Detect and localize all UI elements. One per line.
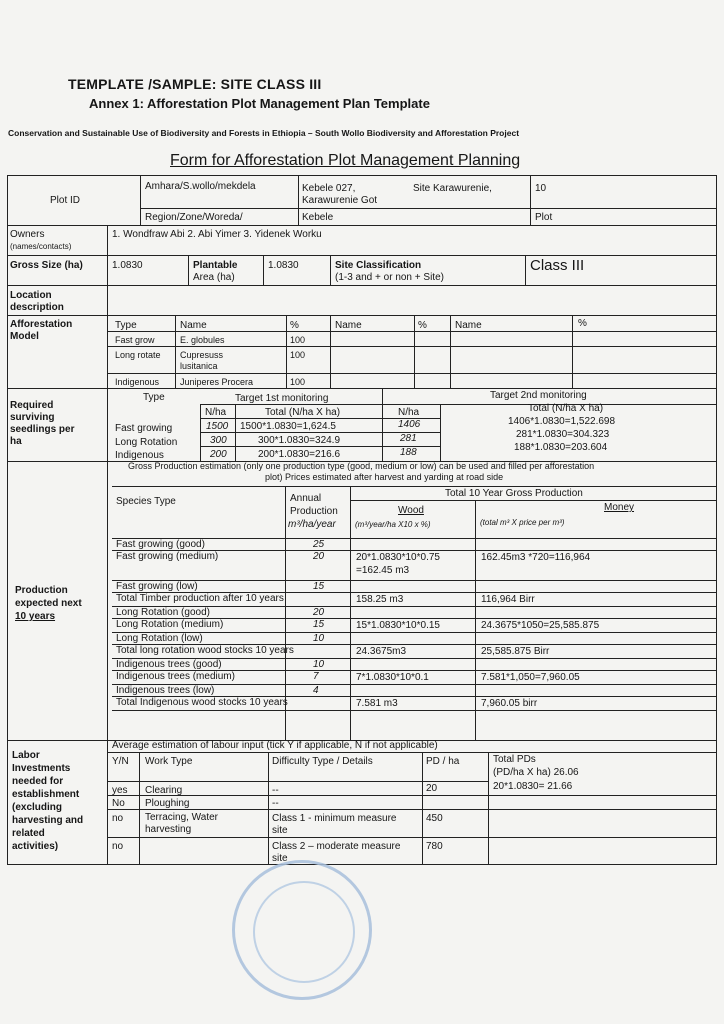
labor-header-difficulty: Difficulty Type / Details <box>272 756 373 767</box>
wood-header: Wood <box>398 505 424 516</box>
owners-value: 1. Wondfraw Abi 2. Abi Yimer 3. Yidenek Worku <box>112 229 322 240</box>
annual-header: Annual <box>290 493 322 504</box>
production-annual: 10 <box>313 659 325 670</box>
production-species: Long Rotation (good) <box>116 607 210 618</box>
production-money: 25,585.875 Birr <box>481 646 550 657</box>
seedlings-row-n1: 300 <box>210 435 227 446</box>
labor-row-difficulty-2: site <box>272 853 288 864</box>
seedlings-label-2: surviving <box>10 412 55 423</box>
model-row-type: Long rotate <box>115 350 161 360</box>
production-money: 7,960.05 birr <box>481 698 538 709</box>
seedlings-row-t2: 188*1.0830=203.604 <box>514 442 608 453</box>
total-1-header: Total (N/ha X ha) <box>265 407 341 418</box>
plantable-value: 1.0830 <box>268 260 299 271</box>
site-value: Site Karawurenie, <box>413 183 492 194</box>
seedlings-type-header: Type <box>143 392 165 403</box>
site-class-label: Site Classification <box>335 260 422 271</box>
production-wood: 7*1.0830*10*0.1 <box>356 672 429 683</box>
money-header: Money <box>604 502 635 513</box>
total-production-header: Total 10 Year Gross Production <box>445 488 583 499</box>
project-name: Conservation and Sustainable Use of Biodiversity and Forests in Ethiopia – South Wollo Biodiversity and Afforestation Project <box>8 128 520 138</box>
production-total-label: Total long rotation wood stocks 10 years <box>116 645 294 656</box>
model-header-name-2: Name <box>335 320 362 331</box>
production-annual: 25 <box>313 539 325 550</box>
production-note: Gross Production estimation (only one production type (good, medium or low) can be used and filled per afforestation <box>128 461 595 471</box>
seedlings-label: Required <box>10 400 54 411</box>
species-type-header: Species Type <box>116 496 176 507</box>
owners-sub-label: (names/contacts) <box>10 242 72 251</box>
production-annual: 20 <box>313 607 325 618</box>
seedlings-row-n2: 188 <box>400 447 417 458</box>
model-header-pct-3: % <box>578 318 587 329</box>
production-annual: 15 <box>313 619 325 630</box>
plantable-label-2: Area (ha) <box>193 272 235 283</box>
production-wood-2: =162.45 m3 <box>356 565 410 576</box>
labor-label-3: needed for <box>12 776 64 787</box>
production-note-2: plot) Prices estimated after harvest and yarding at road side <box>265 472 504 482</box>
labor-row-yn: yes <box>112 785 128 796</box>
labor-row-difficulty: -- <box>272 785 279 796</box>
labor-row-pd: 450 <box>426 813 443 824</box>
labor-label-6: harvesting and <box>12 815 84 826</box>
plot-number: 10 <box>535 183 547 194</box>
money-subheader: (total m³ X price per m³) <box>480 518 565 527</box>
total-2-header: Total (N/ha X ha) <box>528 403 604 414</box>
seedlings-row-t2: 281*1.0830=304.323 <box>516 429 610 440</box>
labor-label-8: activities) <box>12 841 59 852</box>
gross-size-label: Gross Size (ha) <box>10 260 83 271</box>
labor-row-work: Ploughing <box>145 798 190 809</box>
seedlings-row-t2: 1406*1.0830=1,522.698 <box>508 416 616 427</box>
kebele-label: Kebele <box>302 212 334 223</box>
plot-id-label: Plot ID <box>50 195 81 206</box>
labor-row-difficulty: -- <box>272 798 279 809</box>
labor-label: Labor <box>12 750 40 761</box>
model-header-type: Type <box>115 320 137 331</box>
model-row-pct: 100 <box>290 335 306 345</box>
official-stamp <box>232 860 372 1000</box>
model-header-name: Name <box>180 320 207 331</box>
model-row-type: Fast grow <box>115 335 155 345</box>
labor-row-work-2: harvesting <box>145 824 192 835</box>
wood-subheader: (m³/year/ha X10 x %) <box>355 520 431 529</box>
labor-label-2: Investments <box>12 763 71 774</box>
labor-label-7: related <box>12 828 45 839</box>
plot-location: Amhara/S.wollo/mekdela <box>145 181 256 192</box>
nha-header: N/ha <box>205 407 227 418</box>
seedlings-label-4: ha <box>10 436 22 447</box>
labor-header-total-2: (PD/ha X ha) 26.06 <box>493 767 579 778</box>
production-money: 24.3675*1050=25,585.875 <box>481 620 600 631</box>
production-annual: 20 <box>313 551 325 562</box>
model-row-pct: 100 <box>290 377 306 387</box>
model-row-pct: 100 <box>290 350 306 360</box>
target-2-header: Target 2nd monitoring <box>490 390 587 401</box>
labor-row-difficulty: Class 1 - minimum measure <box>272 813 397 824</box>
nha-header-2: N/ha <box>398 407 420 418</box>
production-money: 162.45m3 *720=116,964 <box>481 552 591 563</box>
site-class-sub: (1-3 and + or non + Site) <box>335 272 444 283</box>
production-species: Long Rotation (medium) <box>116 619 224 630</box>
seedlings-row-t1: 1500*1.0830=1,624.5 <box>240 421 336 432</box>
seedlings-row-t1: 300*1.0830=324.9 <box>258 435 341 446</box>
seedlings-row-n2: 1406 <box>398 419 421 430</box>
labor-header-total: Total PDs <box>493 754 536 765</box>
seedlings-row-type: Indigenous <box>115 450 164 461</box>
owners-label: Owners <box>10 229 45 240</box>
model-row-name: Juniperes Procera <box>180 377 254 387</box>
production-species: Indigenous trees (good) <box>116 659 222 670</box>
production-total-label: Total Indigenous wood stocks 10 years <box>116 697 288 708</box>
seedlings-row-t1: 200*1.0830=216.6 <box>258 449 341 460</box>
production-annual: 4 <box>313 685 319 696</box>
production-species: Long Rotation (low) <box>116 633 203 644</box>
model-header-pct: % <box>290 320 299 331</box>
location-label-2: description <box>10 302 64 313</box>
production-species: Indigenous trees (medium) <box>116 671 235 682</box>
labor-note: Average estimation of labour input (tick Y if applicable, N if not applicable) <box>112 740 438 751</box>
annex-subtitle: Annex 1: Afforestation Plot Management Plan Template <box>89 96 430 111</box>
kebele-value: Kebele 027, <box>302 183 356 194</box>
labor-row-difficulty: Class 2 – moderate measure <box>272 841 401 852</box>
seedlings-row-n1: 1500 <box>206 421 229 432</box>
production-label: Production <box>15 585 68 596</box>
labor-row-total: 20*1.0830= 21.66 <box>493 781 573 792</box>
labor-row-yn: no <box>112 841 124 852</box>
labor-row-yn: No <box>112 798 125 809</box>
gross-size-value: 1.0830 <box>112 260 143 271</box>
production-annual: 7 <box>313 671 319 682</box>
production-species: Fast growing (medium) <box>116 551 219 562</box>
labor-label-4: establishment <box>12 789 80 800</box>
site-class-value: Class III <box>530 257 585 274</box>
labor-row-pd: 20 <box>426 783 438 794</box>
labor-row-difficulty-2: site <box>272 825 288 836</box>
model-label: Afforestation <box>10 319 73 330</box>
model-row-name: E. globules <box>180 335 225 345</box>
seedlings-row-type: Long Rotation <box>115 437 178 448</box>
production-money: 7.581*1,050=7,960.05 <box>481 672 580 683</box>
seedlings-label-3: seedlings per <box>10 424 75 435</box>
target-1-header: Target 1st monitoring <box>235 393 329 404</box>
production-total-label: Total Timber production after 10 years <box>116 593 284 604</box>
production-label-3: 10 years <box>15 611 56 622</box>
production-species: Fast growing (good) <box>116 539 205 550</box>
model-row-name: Cupresuss <box>180 350 224 360</box>
form-title: Form for Afforestation Plot Management Planning <box>170 152 521 169</box>
labor-header-pd: PD / ha <box>426 756 460 767</box>
seedlings-row-n1: 200 <box>210 449 227 460</box>
labor-header-work: Work Type <box>145 756 193 767</box>
model-header-pct-2: % <box>418 320 427 331</box>
annual-header-3: m³/ha/year <box>288 519 336 530</box>
production-wood: 15*1.0830*10*0.15 <box>356 620 440 631</box>
production-annual: 15 <box>313 581 325 592</box>
location-label: Location <box>10 290 52 301</box>
production-annual: 10 <box>313 633 325 644</box>
labor-label-5: (excluding <box>12 802 63 813</box>
region-label: Region/Zone/Woreda/ <box>145 212 243 223</box>
production-wood: 7.581 m3 <box>356 698 398 709</box>
labor-row-work: Terracing, Water <box>145 812 218 823</box>
production-label-2: expected next <box>15 598 82 609</box>
production-species: Fast growing (low) <box>116 581 198 592</box>
annual-header-2: Production <box>290 506 338 517</box>
labor-row-pd: 780 <box>426 841 443 852</box>
model-row-name-2: lusitanica <box>180 361 218 371</box>
seedlings-row-n2: 281 <box>400 433 417 444</box>
seedlings-row-type: Fast growing <box>115 423 173 434</box>
model-label-2: Model <box>10 331 39 342</box>
labor-row-yn: no <box>112 813 124 824</box>
model-row-type: Indigenous <box>115 377 160 387</box>
production-wood: 20*1.0830*10*0.75 <box>356 552 440 563</box>
labor-row-work: Clearing <box>145 785 183 796</box>
kebele-name: Karawurenie Got <box>302 195 378 206</box>
plantable-label: Plantable <box>193 260 238 271</box>
document-title: TEMPLATE /SAMPLE: SITE CLASS III <box>68 76 322 92</box>
production-wood: 158.25 m3 <box>356 594 404 605</box>
production-species: Indigenous trees (low) <box>116 685 215 696</box>
production-wood: 24.3675m3 <box>356 646 407 657</box>
production-money: 116,964 Birr <box>481 594 535 605</box>
plot-label: Plot <box>535 212 553 223</box>
model-header-name-3: Name <box>455 320 482 331</box>
labor-header-yn: Y/N <box>112 756 129 767</box>
